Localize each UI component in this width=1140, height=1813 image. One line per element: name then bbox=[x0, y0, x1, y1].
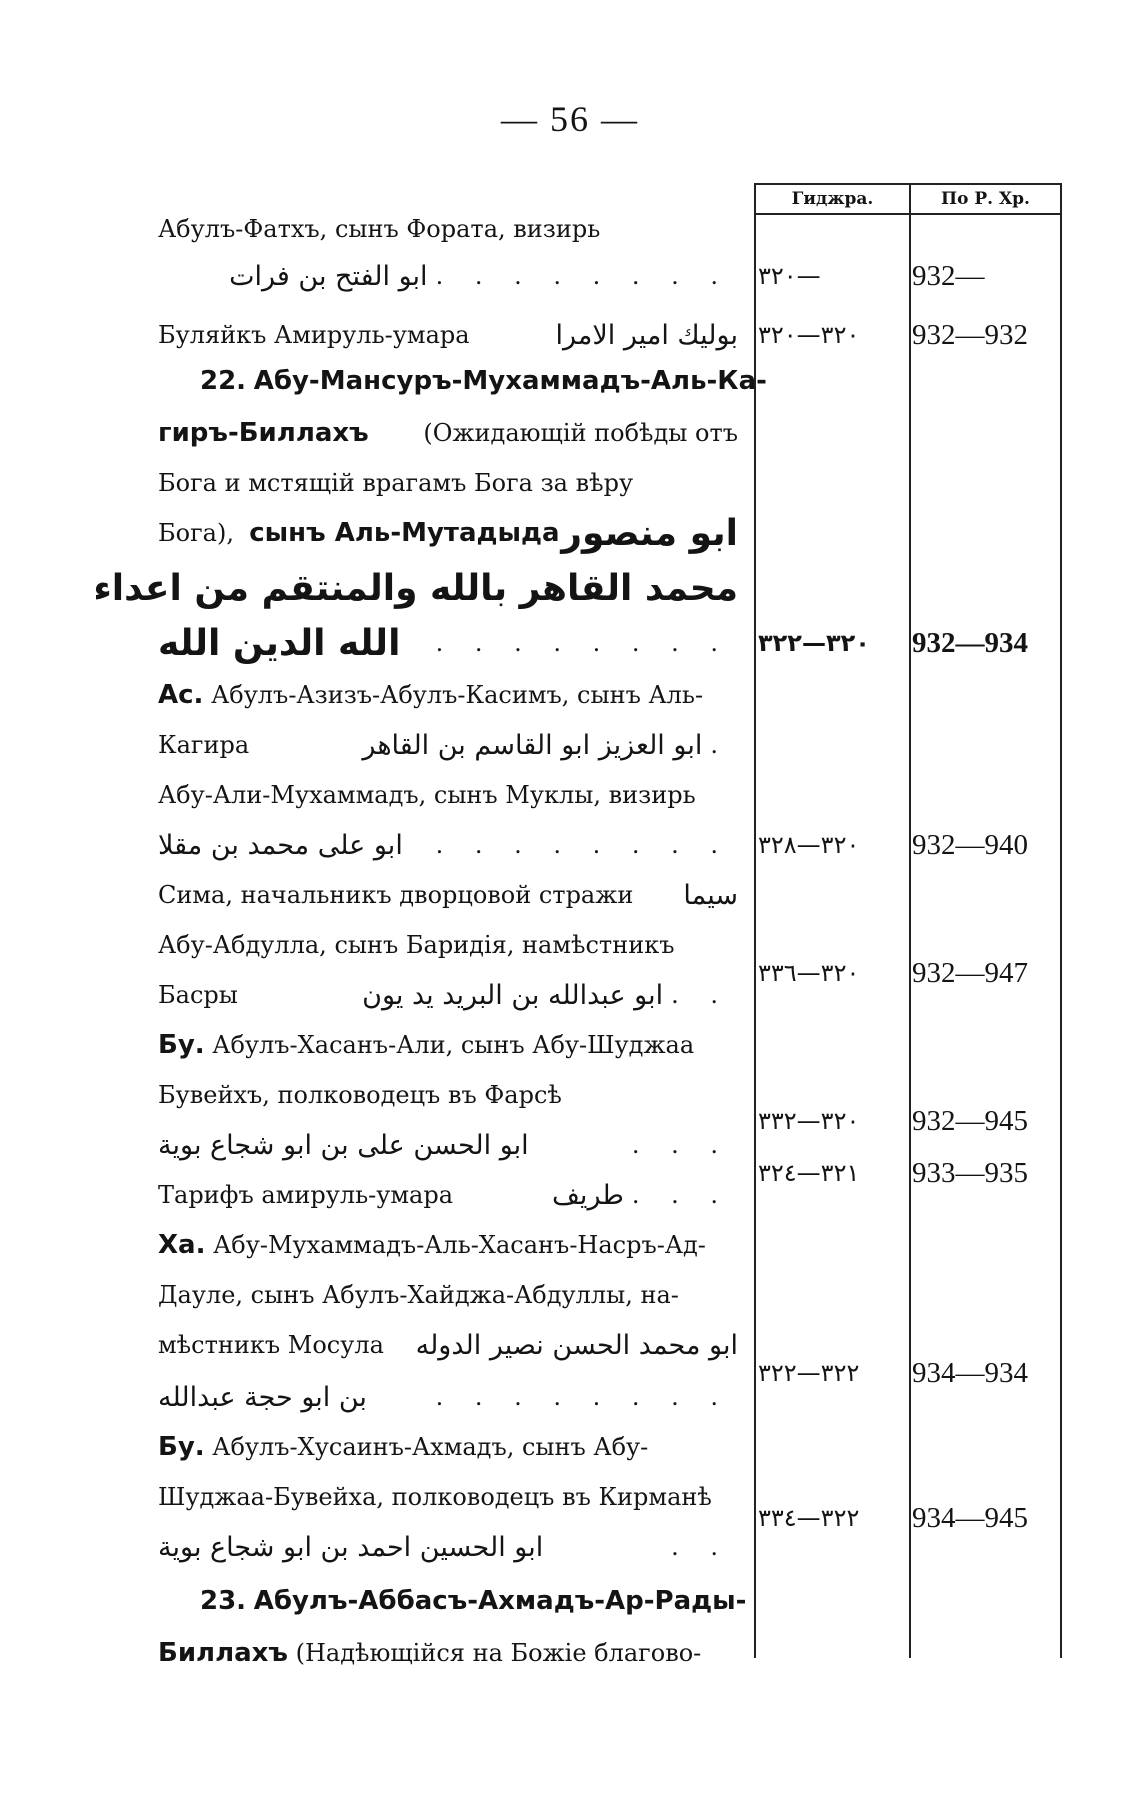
dynasty-prefix: Бу. bbox=[158, 1030, 205, 1060]
text-ru: Дауле, сынъ Абулъ-Хайджа-Абдуллы, на- bbox=[158, 1281, 679, 1309]
text-ru: Кагира bbox=[158, 731, 250, 759]
text-line bbox=[158, 722, 738, 768]
leader-dots: . . . . . . . . bbox=[435, 262, 730, 290]
gregorian-date: 933—935 bbox=[912, 1157, 1028, 1189]
text-ru: Абулъ-Фатхъ, сынъ Фората, визирь bbox=[158, 215, 601, 243]
text-ru: мѣстникъ Мосула bbox=[158, 1331, 384, 1359]
text-line bbox=[158, 253, 738, 299]
text-ru: Абулъ-Хасанъ-Али, сынъ Абу-Шуджаа bbox=[212, 1031, 695, 1059]
text-ru: Тарифъ амируль-умара bbox=[158, 1181, 454, 1209]
column-divider bbox=[909, 183, 911, 1658]
text-arabic: ابو العزيز ابو القاسم بن القاهر bbox=[362, 729, 703, 761]
gregorian-date: 932—934 bbox=[912, 627, 1028, 659]
text-line bbox=[158, 1630, 738, 1676]
text-ru: Абу-Абдулла, сынъ Баридія, намѣстникъ bbox=[158, 931, 675, 959]
text-line bbox=[158, 1374, 738, 1420]
hijra-date: ٣٢٠—٣٣٦ bbox=[758, 959, 860, 987]
hijra-date: ٣٢١—٣٢٤ bbox=[758, 1159, 860, 1187]
text-ru-bold: Биллахъ bbox=[158, 1638, 288, 1668]
table-header-rule bbox=[754, 213, 1062, 215]
text-ru: Бувейхъ, полководецъ въ Фарсѣ bbox=[158, 1081, 562, 1109]
entry-number: 23. bbox=[200, 1586, 247, 1616]
text-ru: Абулъ-Азизъ-Абулъ-Касимъ, сынъ Аль- bbox=[211, 681, 704, 709]
hijra-date: ٣٢٠—٣٢٠ bbox=[758, 321, 860, 349]
entry-heading bbox=[200, 358, 767, 404]
text-arabic: ابو منصور bbox=[561, 512, 738, 554]
gregorian-date: 934—945 bbox=[912, 1502, 1028, 1534]
text-line bbox=[158, 872, 738, 918]
text-line bbox=[158, 1072, 738, 1118]
column-divider bbox=[1060, 183, 1062, 1658]
column-divider bbox=[754, 183, 756, 1658]
text-ru: Бога), bbox=[158, 519, 234, 547]
dynasty-prefix: Бу. bbox=[158, 1432, 205, 1462]
table-header-rule bbox=[754, 183, 1062, 185]
text-line bbox=[158, 1524, 738, 1570]
text-ru: Абулъ-Хусаинъ-Ахмадъ, сынъ Абу- bbox=[212, 1433, 649, 1461]
gregorian-date: 932— bbox=[912, 260, 985, 292]
text-line bbox=[158, 822, 738, 868]
text-arabic: ابو الحسن على بن ابو شجاع بوية bbox=[158, 1129, 529, 1161]
text-line bbox=[158, 510, 738, 556]
leader-dots: . bbox=[710, 731, 730, 759]
text-ru: Буляйкъ Амируль-умара bbox=[158, 321, 470, 349]
text-ru-bold: Абулъ-Аббасъ-Ахмадъ-Ар-Рады- bbox=[253, 1586, 747, 1616]
text-line bbox=[158, 410, 738, 456]
text-line bbox=[158, 1022, 738, 1068]
text-line bbox=[158, 772, 738, 818]
leader-dots: . . . . . . . . bbox=[435, 1383, 730, 1411]
text-arabic: بوليك امير الامرا bbox=[555, 319, 738, 351]
text-arabic: سيما bbox=[683, 879, 738, 911]
text-line bbox=[158, 972, 738, 1018]
page-number: — 56 — bbox=[501, 99, 639, 139]
text-arabic: طريف bbox=[551, 1179, 624, 1211]
dynasty-prefix: Ас. bbox=[158, 680, 204, 710]
gregorian-date: 932—945 bbox=[912, 1105, 1028, 1137]
text-arabic: محمد القاهر بالله والمنتقم من اعداء bbox=[93, 567, 738, 609]
text-ru: (Надѣющійся на Божіе благово- bbox=[295, 1639, 702, 1667]
leader-dots: . . bbox=[671, 981, 730, 1009]
text-ru: Абу-Мухаммадъ-Аль-Хасанъ-Насръ-Ад- bbox=[213, 1231, 706, 1259]
text-line bbox=[158, 312, 738, 358]
leader-dots: . . . bbox=[631, 1131, 730, 1159]
text-ru: Сима, начальникъ дворцовой стражи bbox=[158, 881, 634, 909]
text-line bbox=[158, 460, 738, 506]
gregorian-date: 932—940 bbox=[912, 829, 1028, 861]
text-line bbox=[158, 1424, 738, 1470]
text-arabic: ابو محمد الحسن نصير الدوله bbox=[415, 1329, 738, 1361]
hijra-date: ٣٢٠— bbox=[758, 262, 821, 290]
entry-number: 22. bbox=[200, 366, 247, 396]
text-ru: (Ожидающій побѣды отъ bbox=[423, 419, 738, 447]
text-arabic: ابو الفتح بن فرات bbox=[229, 260, 428, 292]
text-line bbox=[158, 1222, 738, 1268]
leader-dots: . . bbox=[671, 1533, 730, 1561]
hijra-date: ٣٢٢—٣٢٢ bbox=[758, 1359, 860, 1387]
text-ru-bold: сынъ Аль-Мутадыда bbox=[249, 518, 560, 548]
dynasty-prefix: Ха. bbox=[158, 1230, 206, 1260]
leader-dots: . . . . . . . . bbox=[435, 629, 730, 657]
text-line bbox=[158, 1172, 738, 1218]
leader-dots: . . . bbox=[631, 1181, 730, 1209]
text-arabic: ابو على محمد بن مقلا bbox=[158, 829, 403, 861]
text-line bbox=[93, 565, 738, 611]
text-line bbox=[158, 206, 738, 252]
text-ru-bold: Абу-Мансуръ-Мухаммадъ-Аль-Ка- bbox=[253, 366, 767, 396]
hijra-date: ٣٢٠—٣٣٢ bbox=[758, 1107, 860, 1135]
text-ru: Абу-Али-Мухаммадъ, сынъ Муклы, визирь bbox=[158, 781, 696, 809]
leader-dots: . . . . . . . . bbox=[435, 831, 730, 859]
column-header-gregorian: По Р. Хр. bbox=[941, 189, 1030, 209]
text-arabic: الله الدين الله bbox=[158, 622, 401, 664]
text-line bbox=[158, 620, 738, 666]
hijra-date: ٣٢٠—٣٢٨ bbox=[758, 831, 860, 859]
text-arabic: بن ابو حجة عبدالله bbox=[158, 1381, 367, 1413]
text-ru: Басры bbox=[158, 981, 238, 1009]
text-ru: Бога и мстящій врагамъ Бога за вѣру bbox=[158, 469, 634, 497]
gregorian-date: 932—932 bbox=[912, 319, 1028, 351]
text-line bbox=[158, 1322, 738, 1368]
text-line bbox=[158, 1474, 738, 1520]
column-header-hijra: Гиджра. bbox=[791, 189, 874, 209]
text-arabic: ابو الحسين احمد بن ابو شجاع بوية bbox=[158, 1531, 544, 1563]
hijra-date: ٣٢٢—٣٣٤ bbox=[758, 1504, 860, 1532]
text-line bbox=[158, 1122, 738, 1168]
gregorian-date: 932—947 bbox=[912, 957, 1028, 989]
text-ru: Шуджаа-Бувейха, полководецъ въ Кирманѣ bbox=[158, 1483, 712, 1511]
text-ru-bold: гиръ-Биллахъ bbox=[158, 418, 369, 448]
text-line bbox=[158, 672, 738, 718]
hijra-date: ٣٢٠—٣٢٢ bbox=[758, 629, 870, 657]
gregorian-date: 934—934 bbox=[912, 1357, 1028, 1389]
entry-heading bbox=[200, 1578, 747, 1624]
text-line bbox=[158, 922, 738, 968]
text-arabic: ابو عبدالله بن البريد يد يون bbox=[362, 979, 664, 1011]
text-line bbox=[158, 1272, 738, 1318]
